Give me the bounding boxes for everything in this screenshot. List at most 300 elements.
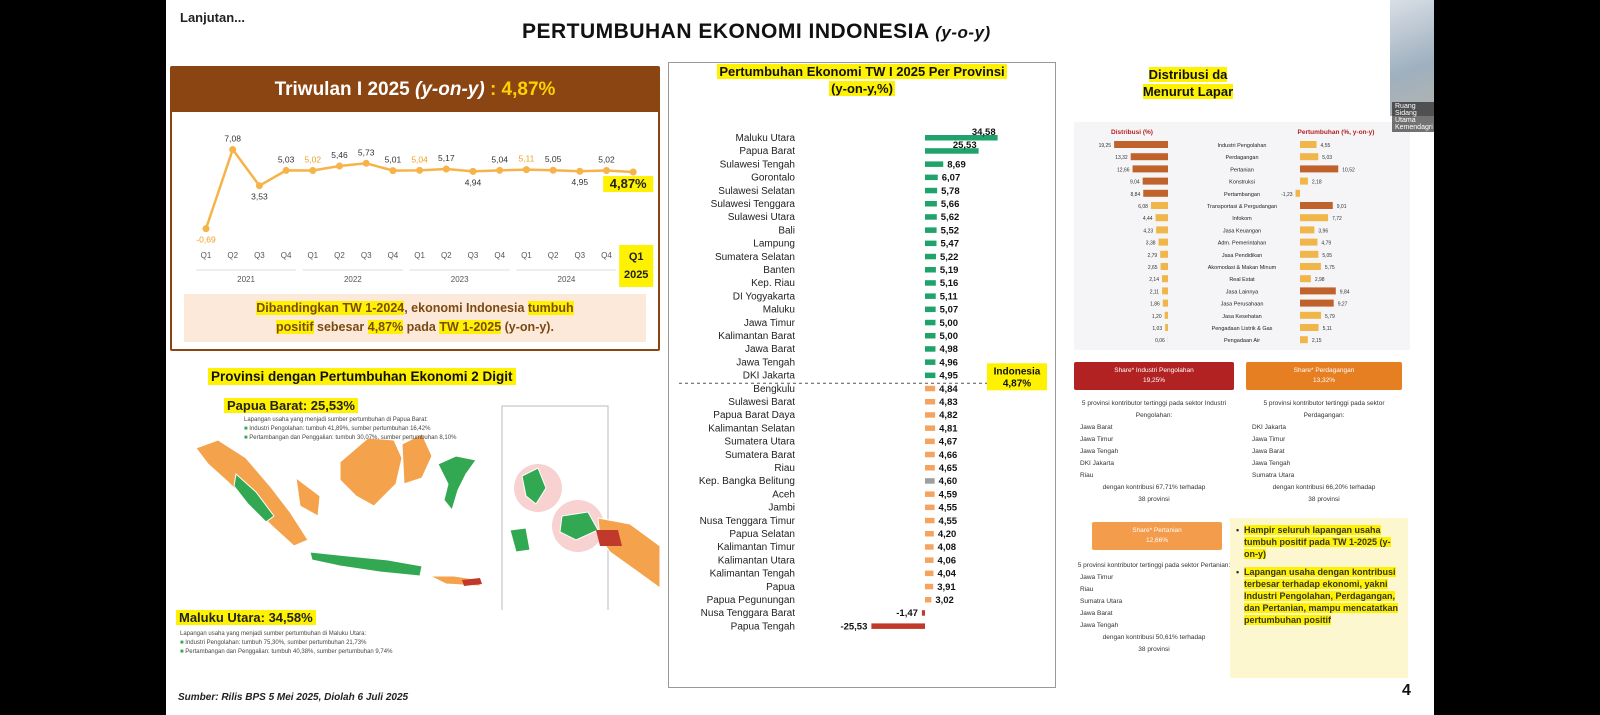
gdp-growth-data-label: 5,01 [384, 154, 402, 165]
province-label: Jambi [768, 502, 795, 514]
gdp-growth-data-label: 5,17 [438, 152, 455, 163]
growth-bar [1300, 263, 1321, 270]
province-bar [925, 491, 935, 497]
gdp-growth-data-label: 5,73 [357, 147, 375, 158]
quarter-tick-label: Q2 [440, 251, 452, 260]
province-bar [925, 241, 936, 247]
map-bangka [296, 478, 320, 516]
province-value-label: 4,55 [938, 502, 958, 514]
province-value-label: 4,84 [939, 383, 958, 395]
perdagangan-item: Sumatra Utara [1252, 472, 1295, 479]
pertanian-item: Riau [1080, 586, 1094, 593]
province-value-label: 5,47 [940, 238, 959, 250]
growth-value: 5,11 [1322, 326, 1332, 332]
province-value-label: 4,65 [938, 463, 958, 474]
mu-desc-2: ■ Pertambangan dan Penggalian: tumbuh 40,38%, sumber pertumbuhan 9,74% [180, 649, 393, 655]
industri-item: Jawa Timur [1080, 436, 1114, 443]
distribution-title-line2: Menurut Lapar [1142, 84, 1234, 99]
perdagangan-footer-2: 38 provinsi [1308, 496, 1340, 503]
province-value-label: 5,00 [939, 331, 958, 342]
map-sulawesi [438, 456, 476, 510]
distribution-bar [1156, 226, 1168, 233]
quarter-tick-label: Q2 [227, 251, 239, 260]
growth-value: 4,55 [1320, 143, 1331, 149]
distribution-value: 1,03 [1152, 326, 1163, 332]
province-bar [925, 320, 936, 326]
growth-bar [1296, 190, 1300, 197]
province-growth-bar-chart [669, 63, 1055, 687]
growth-bar [1300, 287, 1336, 294]
province-title-line1: Pertumbuhan Ekonomi TW I 2025 Per Provinsi [719, 64, 1005, 79]
industri-footer-1: dengan kontribusi 67,71% terhadap [1102, 484, 1206, 491]
province-label: Sulawesi Tenggara [710, 199, 795, 210]
province-value-label: 5,22 [939, 251, 959, 263]
sector-name: Transportasi & Pergudangan [1206, 204, 1278, 210]
growth-bar [1300, 312, 1321, 319]
province-value-label: 5,16 [939, 278, 959, 290]
province-label: Kalimantan Utara [717, 555, 795, 567]
sector-name: Jasa Kesehatan [1222, 313, 1262, 320]
distribution-bar [1114, 141, 1168, 148]
growth-value: 2,15 [1311, 338, 1322, 345]
year-tick-label: 2022 [343, 275, 362, 284]
province-value-label: 4,83 [939, 397, 958, 408]
quarterly-header-mid: (y-on-y) [415, 79, 485, 100]
distribution-bar [1159, 239, 1168, 246]
province-label: Jawa Timur [743, 317, 795, 329]
industri-contributors [1074, 398, 1234, 506]
pertanian-item: Jawa Barat [1080, 610, 1113, 617]
distribution-bar [1156, 214, 1168, 221]
province-value-label: -25,53 [840, 621, 868, 633]
industri-intro: 5 provinsi kontributor tertinggi pada sektor Industri Pengolahan: [1081, 400, 1227, 419]
province-bar [871, 623, 925, 629]
province-bar [925, 227, 937, 233]
distribution-bar [1163, 300, 1168, 307]
growth-bar [1300, 165, 1338, 172]
province-label: Jawa Barat [744, 344, 795, 356]
current-quarter-label: Q1 [628, 251, 644, 263]
source-note: Sumber: Rilis BPS 5 Mei 2025, Diolah 6 Juli 2025 [178, 692, 409, 703]
province-bar [925, 439, 935, 445]
province-bar [925, 307, 936, 313]
key-takeaways [1230, 518, 1408, 678]
pb-desc-0: Lapangan usaha yang menjadi sumber pertumbuhan di Papua Barat: [244, 417, 428, 423]
growth-bar [1300, 336, 1308, 343]
sector-name: Jasa Keuangan [1222, 228, 1262, 235]
province-value-label: 4,55 [938, 515, 958, 527]
province-value-label: 4,96 [939, 357, 958, 369]
growth-value: 9,27 [1337, 301, 1348, 308]
province-bar [925, 531, 934, 537]
province-bar [925, 280, 936, 286]
video-caption: Ruang Sidang Utama Kemendagri [1392, 102, 1434, 132]
gdp-growth-data-label: 4,95 [571, 177, 589, 188]
gdp-growth-point [470, 168, 477, 175]
province-label: Sulawesi Barat [728, 397, 795, 408]
distribution-value: 9,04 [1129, 179, 1140, 186]
province-label: Sumatera Selatan [714, 251, 795, 263]
quarterly-growth-panel [170, 66, 660, 351]
province-value-label: 34,58 [971, 127, 996, 138]
pertanian-footer-2: 38 provinsi [1138, 646, 1170, 653]
growth-value: -1,23 [1281, 191, 1293, 198]
growth-value: 5,75 [1324, 265, 1335, 271]
national-reference-label: Indonesia [993, 366, 1041, 378]
page-title [522, 20, 991, 44]
growth-value: 5,03 [1322, 155, 1333, 162]
gdp-growth-point [630, 169, 637, 176]
pb-desc-2: ■ Pertambangan dan Penggalian: tumbuh 30,07%, sumber pertumbuhan 8,10% [244, 435, 457, 441]
maluku-utara-desc [180, 630, 500, 657]
growth-bar [1300, 202, 1333, 209]
industri-item: Riau [1080, 472, 1094, 479]
gdp-growth-point [336, 163, 343, 170]
gdp-growth-data-label: 5,04 [491, 154, 508, 165]
industri-item: Jawa Barat [1080, 424, 1113, 431]
takeaway-item-1 [1236, 524, 1402, 560]
note-part-1: , ekonomi Indonesia [404, 301, 528, 315]
share-industri-title: Share* Industri Pengolahan [1114, 367, 1194, 374]
mu-desc-1: ■ Industri Pengolahan: tumbuh 75,30%, sumber pertumbuhan 21,73% [180, 640, 367, 646]
province-bar [925, 293, 936, 299]
distribution-bar [1162, 275, 1168, 282]
province-label: Aceh [772, 489, 795, 501]
province-label: Papua Tengah [730, 621, 795, 633]
national-reference-value: 4,87% [1002, 378, 1032, 390]
gdp-growth-point [309, 167, 316, 174]
maluku-utara-label: Maluku Utara: 34,58% [176, 610, 316, 625]
sector-name: Industri Pengolahan [1217, 143, 1267, 149]
province-label: Bengkulu [753, 383, 795, 395]
province-label: Nusa Tenggara Timur [699, 515, 795, 527]
province-bar [925, 465, 935, 471]
growth-bar [1300, 300, 1334, 307]
province-label: Nusa Tenggara Barat [700, 608, 795, 620]
current-year-label: 2025 [623, 269, 649, 281]
gdp-growth-data-label: -0,69 [196, 234, 216, 245]
gdp-growth-data-label: 5,03 [277, 154, 295, 165]
sector-name: Jasa Perusahaan [1220, 301, 1264, 308]
distribution-bar [1160, 251, 1168, 258]
sector-name: Adm. Pemerintahan [1217, 240, 1267, 247]
province-bar [925, 399, 935, 405]
province-label: Sulawesi Tengah [719, 159, 795, 171]
pertanian-item: Jawa Tengah [1080, 622, 1119, 629]
gdp-growth-data-label: 5,02 [304, 154, 322, 165]
province-value-label: 5,78 [941, 185, 960, 197]
sector-name: Jasa Lainnya [1225, 289, 1259, 296]
province-bar [925, 557, 934, 563]
pertanian-item: Jawa Timur [1080, 574, 1114, 581]
province-bar [925, 505, 935, 511]
province-label: Kep. Riau [751, 278, 795, 290]
gdp-growth-point [550, 167, 557, 174]
growth-bar [1300, 226, 1314, 233]
province-label: Gorontalo [751, 172, 795, 184]
growth-value: 7,72 [1332, 216, 1342, 223]
province-label: Maluku [762, 304, 795, 316]
map-papua [598, 518, 660, 588]
note-part-4: sebesar [313, 320, 368, 334]
sector-name: Jasa Pendidikan [1221, 252, 1263, 259]
perdagangan-footer-1: dengan kontribusi 66,20% terhadap [1272, 484, 1376, 491]
mu-desc-1-text: Industri Pengolahan: tumbuh 75,30%, sumber pertumbuhan 21,73% [185, 640, 367, 646]
pertanian-contributors [1074, 560, 1234, 656]
sector-name: Pertambangan [1223, 191, 1261, 198]
province-bar [925, 254, 936, 259]
distribution-value: 2,11 [1149, 289, 1160, 296]
gdp-growth-data-label: 5,04 [411, 154, 428, 165]
province-bar [925, 359, 935, 365]
growth-value: 10,52 [1342, 167, 1355, 174]
gdp-growth-point [603, 167, 610, 174]
quarter-tick-label: Q4 [601, 251, 612, 260]
quarter-tick-label: Q1 [521, 251, 532, 260]
distribution-bar [1165, 324, 1168, 331]
slide [166, 0, 1434, 715]
pertanian-intro: 5 provinsi kontributor tertinggi pada sektor Pertanian: [1077, 562, 1231, 569]
distribution-bar [1133, 165, 1168, 172]
distribution-value: 8,84 [1130, 191, 1141, 198]
province-value-label: 4,67 [938, 436, 958, 448]
share-pertanian-value: 12,66% [1145, 537, 1169, 544]
distribution-col-header: Distribusi (%) [1111, 129, 1153, 136]
distribution-value: 4,44 [1142, 216, 1153, 223]
year-tick-label: 2024 [557, 275, 576, 284]
province-value-label: 4,95 [939, 370, 958, 382]
province-label: Jawa Tengah [736, 357, 795, 369]
quarterly-growth-note [184, 294, 646, 342]
takeaway-item-2 [1236, 566, 1402, 626]
industri-list [1074, 422, 1234, 482]
page-title-text: PERTUMBUHAN EKONOMI INDONESIA [522, 20, 929, 43]
takeaway-text-1: Hampir seluruh lapangan usaha tumbuh positif pada TW 1-2025 (y-on-y) [1244, 525, 1391, 559]
province-value-label: 4,82 [939, 410, 958, 422]
province-bar [925, 333, 936, 339]
growth-bar [1300, 141, 1317, 148]
province-growth-panel [668, 62, 1056, 688]
province-label: Lampung [753, 238, 795, 250]
video-feed [1390, 0, 1434, 116]
distribution-bar [1161, 263, 1168, 270]
continued-label: Lanjutan... [180, 10, 245, 25]
share-pertanian-box [1092, 522, 1222, 550]
latest-value-label: 4,87% [609, 176, 647, 192]
province-label: Kalimantan Timur [717, 542, 795, 554]
perdagangan-item: Jawa Tengah [1252, 460, 1291, 467]
gdp-growth-point [416, 167, 423, 174]
growth-bar [1300, 178, 1308, 185]
sector-name: Infokom [1232, 216, 1252, 223]
province-label: Sumatera Utara [724, 436, 795, 448]
note-part-6: pada [403, 320, 440, 334]
province-label: Papua Barat [739, 146, 795, 158]
province-bar [925, 267, 936, 273]
growth-value: 3,96 [1318, 228, 1329, 235]
pb-desc-1: ■ Industri Pengolahan: tumbuh 41,89%, sumber pertumbuhan 16,42% [244, 426, 431, 432]
province-bar [922, 610, 925, 616]
mu-desc-2-text: Pertambangan dan Penggalian: tumbuh 40,38%, sumber pertumbuhan 9,74% [185, 649, 393, 655]
distribution-value: 1,20 [1151, 313, 1162, 320]
province-bar [925, 425, 935, 431]
quarter-tick-label: Q4 [494, 251, 506, 260]
note-part-3: positif [276, 320, 314, 334]
distribution-value: 4,23 [1143, 228, 1154, 235]
gdp-growth-point [229, 146, 236, 153]
distribution-value: 1,86 [1150, 301, 1160, 308]
province-bar [925, 386, 935, 392]
province-label: Kalimantan Barat [718, 331, 795, 342]
gdp-growth-point [203, 225, 210, 232]
province-label: Kalimantan Tengah [709, 568, 795, 580]
quarter-tick-label: Q3 [574, 251, 586, 260]
quarter-tick-label: Q3 [467, 251, 479, 260]
province-value-label: 5,11 [939, 291, 958, 303]
province-bar [925, 373, 935, 379]
presenter-icon [1390, 0, 1434, 116]
distribution-value: 6,08 [1138, 204, 1148, 210]
pb-desc-2-text: Pertambangan dan Penggalian: tumbuh 30,07%, sumber pertumbuhan 8,10% [249, 435, 457, 441]
province-value-label: 4,66 [938, 449, 958, 461]
distribution-value: 0,06 [1155, 338, 1165, 345]
province-bar [925, 571, 933, 577]
gdp-growth-point [523, 166, 530, 173]
growth-bar [1300, 275, 1311, 282]
province-value-label: 5,52 [940, 225, 960, 237]
province-label: DI Yogyakarta [732, 291, 795, 303]
distribution-bar [1143, 178, 1168, 185]
industri-item: DKI Jakarta [1080, 460, 1114, 467]
growth-value: 2,98 [1314, 277, 1325, 284]
province-bar [925, 346, 935, 352]
pertanian-item: Sumatra Utara [1080, 598, 1123, 605]
perdagangan-contributors [1246, 398, 1402, 506]
province-bar [925, 518, 935, 524]
quarter-tick-label: Q4 [387, 251, 399, 260]
province-label: Maluku Utara [735, 133, 795, 144]
province-value-label: 3,91 [937, 581, 956, 593]
sector-name: Perdagangan [1225, 155, 1259, 162]
mu-desc-0: Lapangan usaha yang menjadi sumber pertumbuhan di Maluku Utara: [180, 631, 367, 637]
industri-item: Jawa Tengah [1080, 448, 1119, 455]
province-bar [925, 188, 937, 194]
growth-value: 9,01 [1336, 204, 1347, 210]
year-tick-label: 2023 [450, 275, 469, 284]
share-perdagangan-title: Share* Perdagangan [1293, 367, 1355, 374]
province-value-label: 4,04 [937, 568, 956, 580]
gdp-growth-point [256, 182, 263, 189]
province-bar [925, 214, 937, 220]
province-label: Kalimantan Selatan [708, 423, 795, 435]
province-value-label: 4,20 [937, 529, 957, 540]
note-part-8: (y-on-y). [501, 320, 554, 334]
map-maluku [510, 528, 530, 552]
page-title-suffix: (y-o-y) [935, 23, 991, 42]
note-part-7: TW 1-2025 [439, 320, 502, 334]
papua-barat-desc [244, 416, 504, 443]
share-pertanian-title: Share* Pertanian [1132, 527, 1182, 534]
distribution-value: 12,66 [1117, 167, 1130, 174]
province-value-label: 5,00 [939, 317, 958, 329]
growth-col-header: Pertumbuhan (%, y-on-y) [1297, 129, 1375, 136]
gdp-growth-data-label: 5,05 [544, 154, 562, 165]
province-bar [925, 584, 933, 590]
distribution-bar [1143, 190, 1168, 197]
province-value-label: 4,60 [938, 476, 958, 488]
gdp-growth-data-label: 4,94 [464, 177, 482, 188]
note-part-0: Dibandingkan TW 1-2024 [256, 301, 405, 315]
distribution-title-line1: Distribusi da [1148, 67, 1228, 82]
growth-value: 9,84 [1339, 289, 1350, 296]
distribution-bar [1162, 287, 1168, 294]
growth-value: 5,79 [1325, 313, 1335, 320]
gdp-growth-point [443, 165, 450, 172]
province-label: Kep. Bangka Belitung [698, 476, 795, 488]
map-kalimantan [340, 438, 402, 506]
province-label: Riau [774, 463, 795, 474]
province-bar [925, 175, 938, 181]
pb-desc-1-text: Industri Pengolahan: tumbuh 41,89%, sumber pertumbuhan 16,42% [249, 426, 431, 432]
gdp-growth-point [576, 168, 583, 175]
perdagangan-item: Jawa Barat [1252, 448, 1285, 455]
pertanian-footer-1: dengan kontribusi 50,61% terhadap [1102, 634, 1206, 641]
province-value-label: 4,06 [937, 555, 957, 567]
province-label: DKI Jakarta [742, 370, 795, 382]
quarter-tick-label: Q3 [360, 251, 372, 260]
quarterly-header-value: : 4,87% [489, 79, 556, 100]
province-label: Sumatera Barat [724, 449, 795, 461]
gdp-growth-point [283, 167, 290, 174]
year-tick-label: 2021 [237, 275, 255, 284]
perdagangan-item: Jawa Timur [1252, 436, 1286, 443]
province-label: Sulawesi Selatan [718, 185, 795, 197]
share-industri-box [1074, 362, 1234, 390]
province-label: Papua Selatan [729, 529, 795, 540]
province-value-label: 6,07 [941, 172, 961, 184]
quarterly-growth-header [172, 68, 658, 112]
distribution-value: 2,14 [1149, 277, 1160, 284]
province-value-label: 5,62 [940, 212, 960, 224]
sector-distribution-table [1074, 122, 1410, 350]
province-value-label: -1,47 [896, 608, 918, 620]
sector-name: Pengadaan Air [1223, 338, 1261, 345]
province-bar [925, 412, 935, 418]
province-value-label: 4,98 [939, 344, 958, 356]
share-industri-value: 19,25% [1142, 377, 1166, 384]
quarter-tick-label: Q1 [200, 251, 212, 260]
growth-bar [1300, 214, 1328, 221]
quarterly-header-prefix: Triwulan I 2025 [274, 79, 410, 100]
quarter-tick-label: Q1 [414, 251, 425, 260]
pertanian-list [1074, 572, 1234, 632]
province-value-label: 25,53 [952, 140, 977, 152]
growth-value: 2,18 [1311, 179, 1322, 186]
province-value-label: 5,07 [939, 304, 959, 316]
growth-value: 5,05 [1322, 252, 1333, 259]
share-perdagangan-value: 13,32% [1312, 377, 1336, 384]
sector-name: Konstruksi [1229, 179, 1255, 186]
map-papua-tengah [596, 530, 622, 546]
province-value-label: 8,69 [947, 159, 966, 171]
quarter-tick-label: Q2 [334, 251, 345, 260]
map-jawa [310, 552, 422, 576]
gdp-growth-point [363, 160, 370, 167]
distribution-bar [1151, 202, 1168, 209]
province-label: Papua Pegunungan [706, 595, 795, 606]
page-number: 4 [1402, 682, 1411, 699]
province-title-line2: (y-on-y,%) [831, 81, 893, 96]
